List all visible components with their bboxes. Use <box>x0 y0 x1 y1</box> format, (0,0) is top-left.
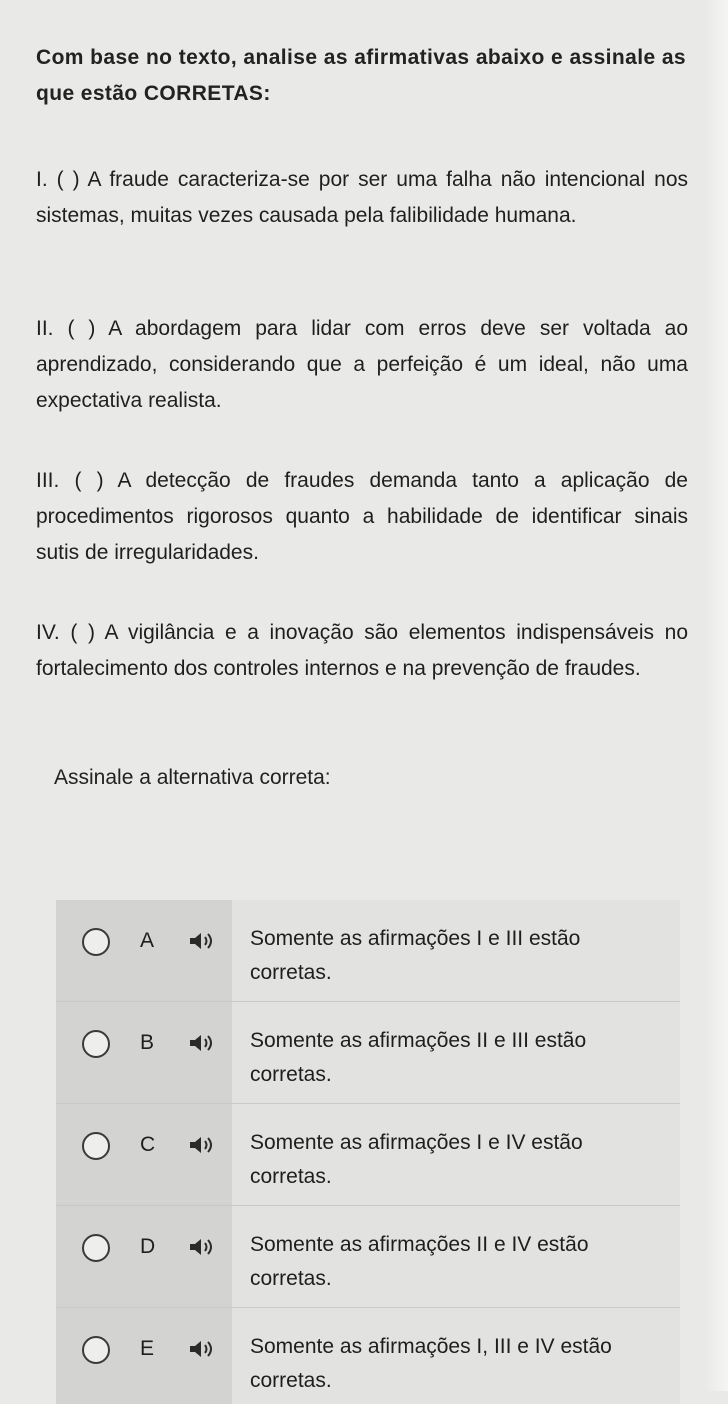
option-e[interactable] <box>56 1308 680 1404</box>
speaker-icon[interactable] <box>188 1134 216 1156</box>
option-b[interactable] <box>56 1002 680 1104</box>
radio-empty-icon[interactable] <box>82 928 110 956</box>
option-c-letter: C <box>140 1133 156 1156</box>
statement-2: II. ( ) A abordagem para lidar com erros deve ser voltada ao aprendizado, considerando que a perfeição é um ideal, não uma expectativa realista. <box>36 317 688 412</box>
question-prompt: Assinale a alternativa correta: <box>54 766 331 789</box>
screen-glare <box>704 0 728 1391</box>
speaker-icon[interactable] <box>188 1338 216 1360</box>
option-d-letter: D <box>140 1235 156 1258</box>
speaker-icon[interactable] <box>188 930 216 952</box>
speaker-icon[interactable] <box>188 1236 216 1258</box>
radio-empty-icon[interactable] <box>82 1132 110 1160</box>
speaker-icon[interactable] <box>188 1032 216 1054</box>
option-a-letter: A <box>140 929 155 952</box>
option-b-letter: B <box>140 1031 155 1054</box>
statement-3: III. ( ) A detecção de fraudes demanda tanto a aplicação de procedimentos rigorosos quanto a habilidade de identificar sinais sutis de irregularidades. <box>36 469 688 564</box>
radio-empty-icon[interactable] <box>82 1336 110 1364</box>
option-e-letter: E <box>140 1337 155 1360</box>
option-b-text: Somente as afirmações II e III estão corretas. <box>250 1029 587 1086</box>
option-e-text: Somente as afirmações I, III e IV estão corretas. <box>250 1335 612 1392</box>
question-intro: Com base no texto, analise as afirmativas abaixo e assinale as que estão CORRETAS: <box>36 46 686 105</box>
statement-1: I. ( ) A fraude caracteriza-se por ser uma falha não intencional nos sistemas, muitas vezes causada pela falibilidade humana. <box>36 168 688 227</box>
statement-4: IV. ( ) A vigilância e a inovação são elementos indispensáveis no fortalecimento dos controles internos e na prevenção de fraudes. <box>36 621 688 680</box>
radio-empty-icon[interactable] <box>82 1030 110 1058</box>
option-c-text: Somente as afirmações I e IV estão corretas. <box>250 1131 583 1188</box>
radio-empty-icon[interactable] <box>82 1234 110 1262</box>
option-a[interactable] <box>56 900 680 1002</box>
option-d[interactable] <box>56 1206 680 1308</box>
answer-options <box>56 900 680 1404</box>
option-a-text: Somente as afirmações I e III estão corretas. <box>250 927 581 984</box>
option-d-text: Somente as afirmações II e IV estão corretas. <box>250 1233 589 1290</box>
option-c[interactable] <box>56 1104 680 1206</box>
